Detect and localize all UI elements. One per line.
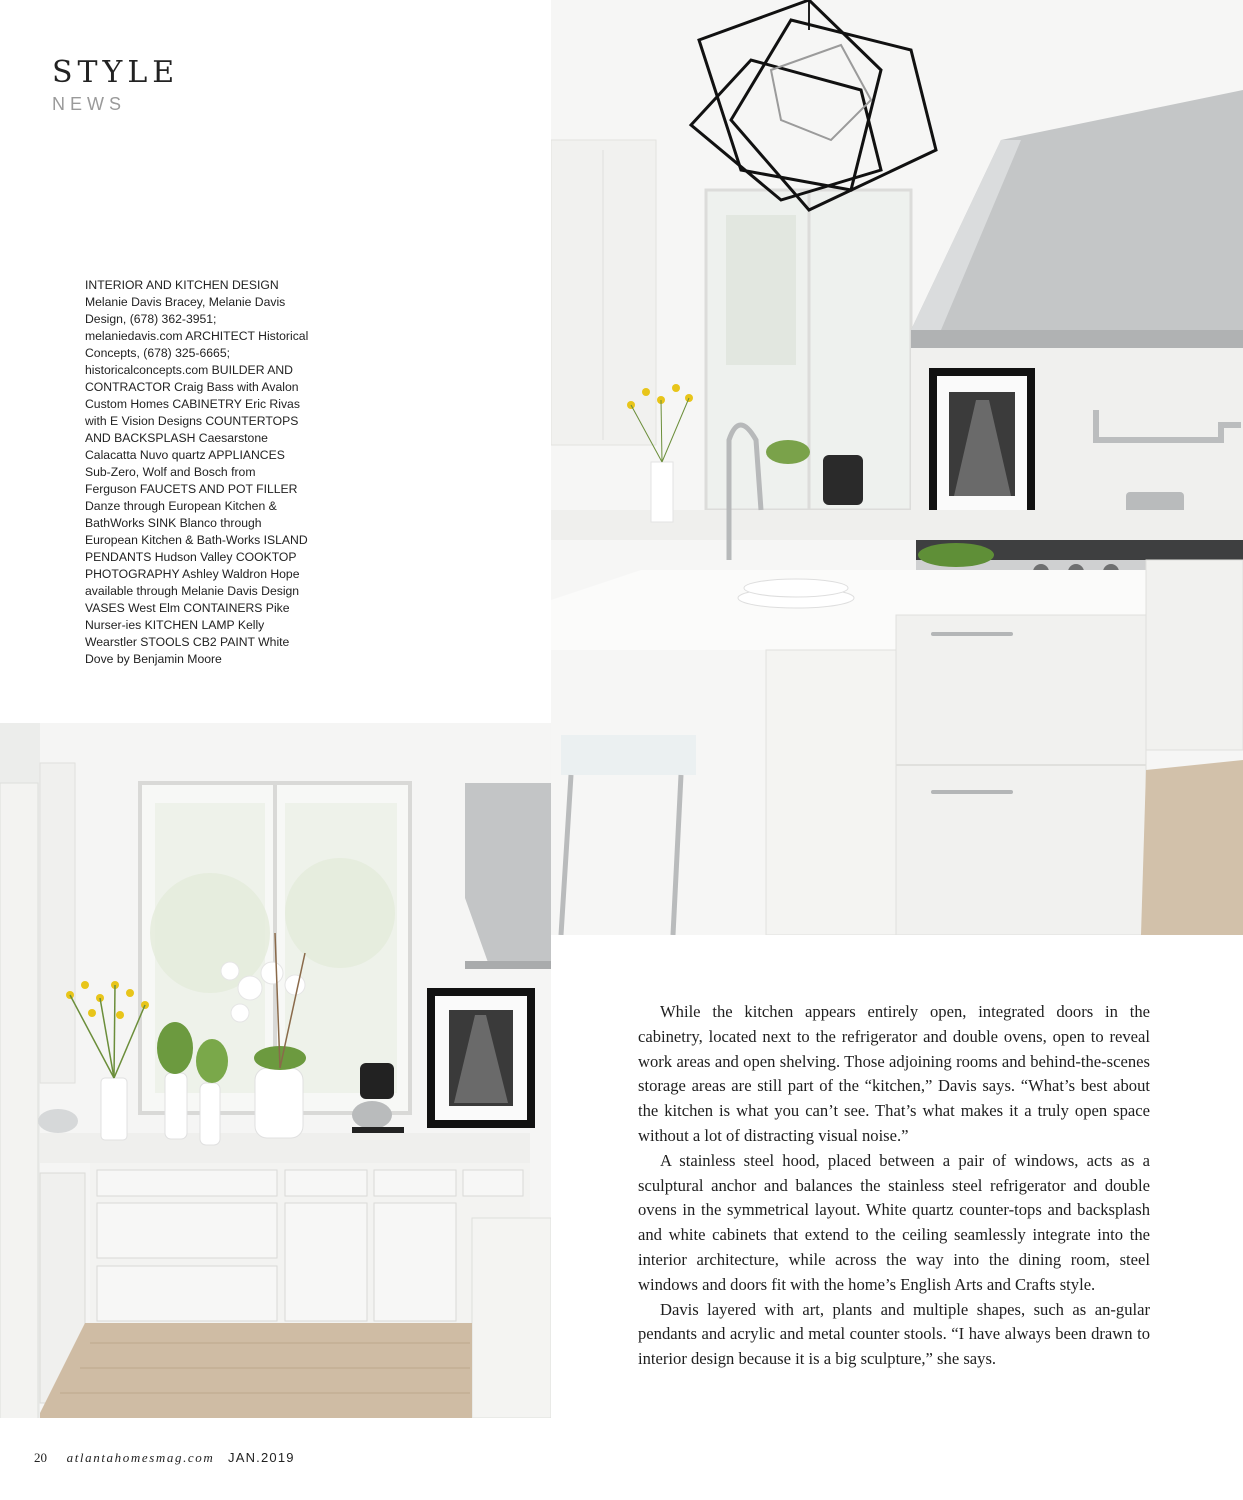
page-footer [34,1450,295,1466]
section-subtitle: NEWS [52,94,126,114]
article-paragraph: A stainless steel hood, placed between a pair of windows, acts as a sculptural anchor and balances the stainless steel refrigerator and double ovens in the symmetrical layout. White quartz counter-tops and backsplash and white cabinets that extend to the ceiling seamlessly integrate into the interior architecture, while across the way into the dining room, steel windows and doors fit with the home’s English Arts and Crafts style. [638,1150,1150,1294]
credits-block [85,277,310,668]
kitchen-window-photo [0,723,551,1418]
article-paragraph: While the kitchen appears entirely open, integrated doors in the cabinetry, located next to the refrigerator and double ovens, open to reveal work areas and open shelving. Those adjoining rooms and behind-the-scenes storage areas are still part of the “kitchen,” Davis says. “What’s best about the kitchen is what you can’t see. That’s what makes it a truly open space without a lot of distracting visual noise.” [638,1002,1150,1145]
article-paragraph: Davis layered with art, plants and multiple shapes, such as an-gular pendants and acrylic and metal counter stools. “I have always been drawn to interior design because it is a big sculpture,” she says. [638,1299,1150,1369]
issue-date: JAN.2019 [228,1450,295,1465]
site-url: atlantahomesmag.com [66,1450,215,1465]
article-body [638,1000,1150,1372]
credits-text: INTERIOR AND KITCHEN DESIGN Melanie Davis Bracey, Melanie Davis Design, (678) 362-3951; melaniedavis.com ARCHITECT Historical Concepts, (678) 325-6665; historicalconcepts.com BUILDER AND CONTRACTOR Craig Bass with Avalon Custom Homes CABINETRY Eric Rivas with E Vision Designs COUNTERTOPS AND BACKSPLASH Caesarstone Calacatta Nuvo quartz APPLIANCES Sub-Zero, Wolf and Bosch from Ferguson FAUCETS AND POT FILLER Danze through European Kitchen & BathWorks SINK Blanco through European Kitchen & Bath-Works ISLAND PENDANTS Hudson Valley COOKTOP PHOTOGRAPHY Ashley Waldron Hope available through Melanie Davis Design VASES West Elm CONTAINERS Pike Nurser-ies KITCHEN LAMP Kelly Wearstler STOOLS CB2 PAINT White Dove by Benjamin Moore [85,278,309,666]
section-title: STYLE [52,55,180,90]
kitchen-island-photo [551,0,1243,935]
page-number: 20 [34,1450,47,1465]
